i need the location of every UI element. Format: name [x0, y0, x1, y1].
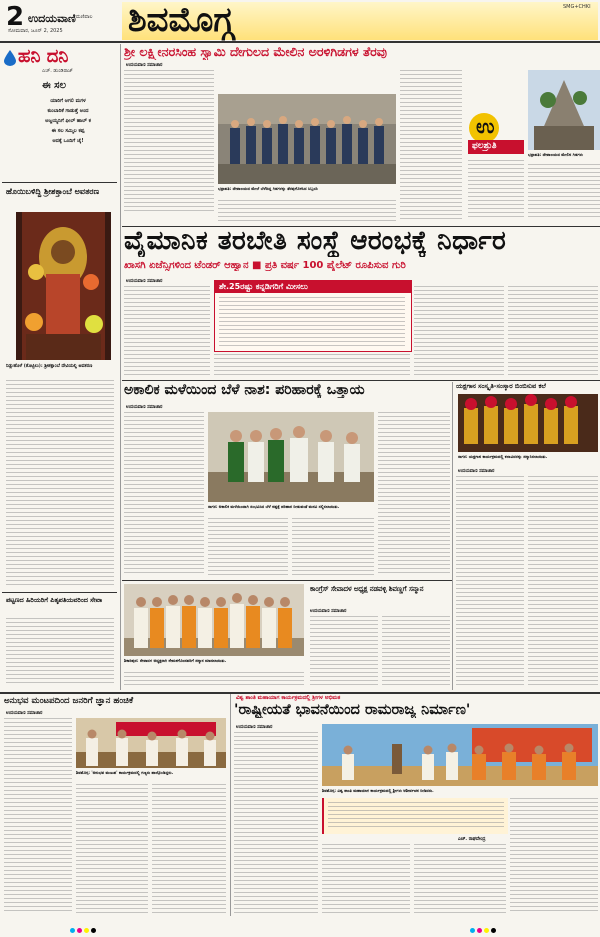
sidebar-brand: ಹನಿ ದನಿ [18, 46, 69, 67]
crop-byline: ಉದಯವಾಣಿ ಸಮಾಚಾರ [126, 405, 163, 410]
paper-name: ಉದಯವಾಣಿ [28, 12, 76, 25]
issue-date: ಸೋಮವಾರ, ಜೂನ್ 2, 2025 [8, 28, 63, 34]
main-subheadline: ಖಾಸಗಿ ಏಜೆನ್ಸಿಗಳಿಂದ ಟೆಂಡರ್ ಆಹ್ವಾನ ■ ಪ್ರತಿ ವರ್ಷ 100 ಪೈಲೆಟ್ ರೂಪಿಸುವ ಗುರಿ [124, 260, 406, 271]
bottom-right-col4 [510, 798, 598, 914]
top-banner-byline: ಉದಯವಾಣಿ ಸಮಾಚಾರ [126, 63, 163, 68]
bottom-right-byline: ಉದಯವಾಣಿ ಸಮಾಚಾರ [236, 725, 273, 730]
bottom-left-story [2, 694, 228, 916]
top-banner-col1 [124, 70, 214, 214]
main-story [122, 228, 600, 378]
story2-title: ಪಟ್ಟಣದ ಹಿರಿಯರಿಗೆ ಪಿತೃಪತಿಯವರಿಂದ ಸೇವಾ [6, 596, 103, 604]
yakshagana-byline: ಉದಯವಾಣಿ ಸಮಾಚಾರ [458, 469, 495, 474]
masthead-rule [0, 41, 600, 43]
bottom-left-col3 [152, 784, 226, 914]
congress-story [122, 582, 452, 690]
edition: ಮಣಿಪಾಲ [76, 14, 93, 20]
poem-line: ಯಾರಿಗೆ ಆಗಲಿ ಮಗಳ [50, 98, 86, 104]
story2-body [6, 618, 114, 686]
section-divider [122, 380, 600, 381]
top-banner-headline: ಶ್ರೀ ಲಕ್ಷ್ಮೀನರಸಿಂಹ ಸ್ವಾಮಿ ದೇಗುಲದ ಮೇಲಿನ ಅರಳಿಗಿಡಗಳ ತೆರವು [124, 44, 387, 59]
column-divider [452, 382, 453, 690]
poem-line: ಕುಂಬಾರಿಕೆ ಗಾಡುತ್ತೆ ಅಂದ [47, 108, 89, 114]
congress-byline: ಉದಯವಾಣಿ ಸಮಾಚಾರ [310, 609, 347, 614]
crop-story [122, 382, 452, 578]
crop-headline: ಅಕಾಲಿಕ ಮಳೆಯಿಂದ ಬೆಳೆ ನಾಶ: ಪರಿಹಾರಕ್ಕೆ ಒತ್ತಾಯ [124, 382, 365, 398]
column-divider [230, 694, 231, 916]
reserve-box-body [219, 297, 405, 347]
main-col1 [124, 286, 210, 376]
congress-col2 [382, 616, 450, 688]
main-byline: ಉದಯವಾಣಿ ಸಮಾಚಾರ [126, 279, 163, 284]
story1-caption: ನಿಡ್ಲುಹೊಳೆ (ತೊಟ್ಟಿಲು): ಶ್ರೀಶಕ್ತಾಂಬೆ ದೇವಿಯಲ್ಲಿ ಅವತರಣ [6, 364, 93, 369]
deity-photo [16, 212, 111, 360]
temple-photo-caption: ಭದ್ರಾವತಿ: ದೇವಾಲಯದ ಮೇಲಿನ ಗಿಡಗಳು [528, 152, 583, 157]
main-col2 [214, 354, 410, 376]
crop-photo-caption: ಸಾಗರ: ಅಕಾಲಿಕ ಮಳೆಯಿಂದಾಗಿ ಸಂಭವಿಸಿದ ಬೆಳೆ ನಷ್ಟಕ್ಕೆ ಪರಿಹಾರ ನೀಡುವಂತೆ ಮನವಿ ಸಲ್ಲಿಸಲಾಯಿತು. [208, 504, 340, 509]
main-col4 [508, 286, 598, 376]
yakshagana-col2 [528, 476, 598, 688]
poem-title: ಈ ಸಲ [42, 80, 66, 91]
congress-headline: ಕಾಂಗ್ರೆಸ್ ಸೇವಾದಳ ಅಧ್ಯಕ್ಷ ನಡವಳ್ಳಿ ಶಿವಣ್ಣಗೆ ಸನ್ಮಾನ [310, 585, 424, 593]
top-banner-col3 [400, 70, 462, 220]
crop-col1 [124, 412, 204, 576]
divider [2, 592, 117, 593]
bottom-left-photo-caption: ಶಿವಮೊಗ್ಗ: 'ಅನುಭವ ಮಂಟಪ' ಕಾರ್ಯಕ್ರಮದಲ್ಲಿ ಗಣ್ಯರು ಪಾಲ್ಗೊಂಡಿದ್ದರು. [76, 770, 174, 775]
bottom-right-col1 [234, 732, 318, 914]
congress-col1 [310, 616, 378, 688]
main-col3 [414, 286, 504, 376]
honey-drop-icon [4, 50, 16, 66]
temple-photo [528, 70, 600, 150]
bottom-right-kicker: ವಿಶ್ವ ಶಾಂತಿ ಮಹಾಯಾಗ ಕಾರ್ಯಕ್ರಮದಲ್ಲಿ ಶ್ರೀಗಳ ಅಭಿಮತ [236, 695, 341, 701]
bottom-left-col1 [4, 718, 72, 914]
yakshagana-col1 [456, 476, 524, 688]
story1-title: ಹೊಯಿಬಳಿದ್ದಿ ಶ್ರೀಶಕ್ತಾಂಬೆ ಅವತರಣ [6, 187, 100, 196]
quote-box-body [328, 802, 504, 830]
sidebar [2, 44, 117, 690]
crop-col4 [378, 412, 450, 576]
congress-photo-caption: ಶಿಕಾರಿಪುರ: ಸೇವಾದಳ ಅಧ್ಯಕ್ಷರಾಗಿ ನೇಮಕಗೊಂಡವರಿಗೆ ಸನ್ಮಾನ ಮಾಡಲಾಯಿತು. [124, 658, 227, 663]
yakshagana-photo-caption: ಸಾಗರ: ಯಕ್ಷಗಾನ ಕಾರ್ಯಕ್ರಮದಲ್ಲಿ ಕಲಾವಿದರನ್ನು ಸನ್ಮಾನಿಸಲಾಯಿತು. [458, 454, 548, 459]
crop-col3 [292, 518, 374, 576]
top-banner-col2 [218, 200, 396, 222]
page-code: SMG+CHKI [563, 4, 591, 10]
poem-line: ಅದಕ್ಕೆ ಒಂದಿಗೆ ಜೈ! [52, 138, 84, 144]
top-banner-photo-caption: ಭದ್ರಾವತಿ: ದೇವಾಲಯದ ಮೇಲೆ ಬೆಳೆದಿದ್ದ ಗಿಡಗಳನ್ನು ತೆರವುಗೊಳಿಸಿದ ಸಿಬ್ಬಂದಿ [218, 186, 318, 191]
top-banner-photo [218, 94, 396, 184]
bottom-right-photo-caption: ಶಿವಮೊಗ್ಗ: ವಿಶ್ವ ಶಾಂತಿ ಮಹಾಯಾಗ ಕಾರ್ಯಕ್ರಮದಲ್ಲಿ ಶ್ರೀಗಳು ಆಶೀರ್ವಚನ ನೀಡಿದರು. [322, 788, 434, 793]
poem-line: ಈ ಸಲ ಸಮ್ಮಿಲ ಕಪ್ಪ [51, 128, 85, 134]
top-banner-col5 [468, 160, 524, 220]
top-banner-story [122, 44, 600, 224]
yakshagana-photo [458, 394, 598, 452]
bottom-left-photo [76, 718, 226, 768]
quote-box [322, 798, 508, 834]
yakshagana-story [454, 382, 600, 690]
congress-photo [124, 584, 304, 656]
section-title: ಶಿವಮೊಗ್ಗ [128, 0, 234, 40]
main-headline: ವೈಮಾನಿಕ ತರಬೇತಿ ಸಂಸ್ಥೆ ಆರಂಭಕ್ಕೆ ನಿರ್ಧಾರ [124, 226, 507, 256]
section-divider [122, 580, 452, 581]
quote-sign: ಎಚ್. ರಾಘವೇಂದ್ರ [458, 837, 486, 842]
congress-col0 [124, 672, 304, 688]
bottom-right-col2 [322, 844, 410, 914]
divider [2, 182, 117, 183]
reserve-box-title: ಶೇ.25ರಷ್ಟು ಕನ್ನಡಿಗರಿಗೆ ಮೀಸಲು [219, 282, 308, 291]
top-banner-col4 [528, 164, 600, 220]
bottom-left-col2 [76, 784, 148, 914]
crop-photo [208, 412, 374, 502]
bottom-left-byline: ಉದಯವಾಣಿ ಸಮಾಚಾರ [6, 711, 43, 716]
bottom-right-headline: 'ರಾಷ್ಟ್ರೀಯತೆ ಭಾವನೆಯಿಂದ ರಾಮರಾಜ್ಯ ನಿರ್ಮಾಣ' [234, 702, 471, 718]
yakshagana-headline: ಯಕ್ಷಗಾನ ಸಂಸ್ಕೃತಿ-ಸಂಸ್ಕಾರ ಬಿಂಬಿಸುವ ಕಲೆ [456, 382, 546, 390]
crop-col2 [208, 518, 288, 576]
bottom-right-col3 [414, 844, 506, 914]
reserve-box [214, 280, 412, 352]
poem-line: ಅಜ್ಜಯ್ಯನಿಗೆ ಫೀಲ್ ಹಾಲ್ ಕ [45, 118, 91, 124]
phalashruti-logo-glyph: ಉ [476, 114, 495, 138]
story1-body [6, 380, 114, 588]
bottom-left-headline: ಅನುಭವ ಮಂಟಪದಿಂದ ಜನರಿಗೆ ಜ್ಞಾನ ಹಂಚಿಕೆ [4, 696, 134, 706]
bottom-right-story [232, 694, 600, 916]
phalashruti-logo-label: ಫಲಶ್ರುತಿ [472, 141, 497, 151]
page-number: 2 [6, 2, 25, 32]
poem-block [22, 96, 114, 178]
sidebar-byline: ಎಚ್. ಡುಂಡಿರಾಜ್ [42, 68, 73, 74]
bottom-right-photo [322, 724, 598, 786]
column-divider [120, 44, 121, 690]
